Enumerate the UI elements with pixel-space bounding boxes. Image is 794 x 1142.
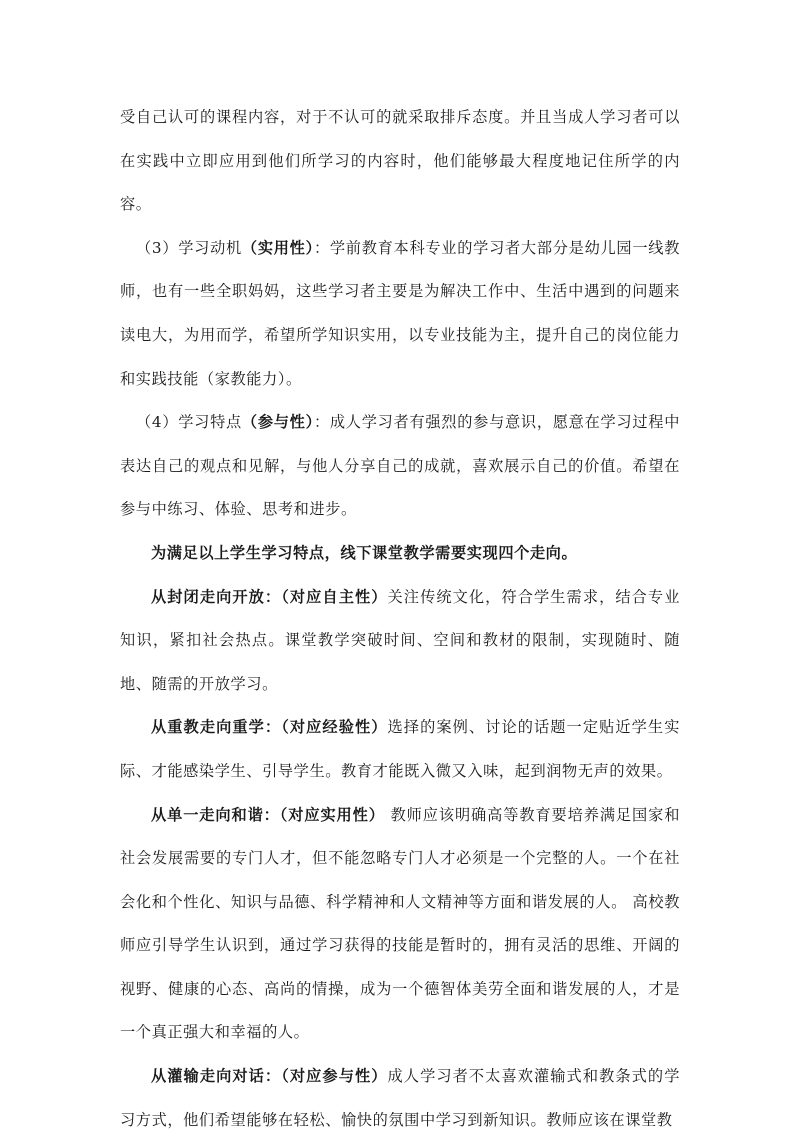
paragraph-prefix: （3）学习动机 — [136, 238, 242, 257]
paragraph-text: 选择的案例、讨论的话题一定贴近学生实际、才能感染学生、引导学生。教育才能既入微又入味，起到润物无声的效果。 — [120, 718, 680, 780]
paragraph-lead: 从重教走向重学：（对应经验性） — [151, 718, 388, 737]
paragraph-lead: 从封闭走向开放：（对应自主性） — [151, 587, 388, 606]
paragraph-text: 成人学习者不太喜欢灌输式和教条式的学习方式，他们希望能够在轻松、愉快的氛围中学习到新知识。教师应该在课堂教 — [120, 1067, 680, 1129]
paragraph-lead: 为满足以上学生学习特点，线下课堂教学需要实现四个走向。 — [151, 543, 578, 562]
paragraph-lead: 从单一走向和谐：（对应实用性） — [151, 805, 385, 824]
paragraph-open — [120, 576, 680, 707]
paragraph-learning-focus — [120, 706, 680, 793]
paragraph-learning-traits — [120, 401, 680, 532]
body-text — [120, 96, 680, 1142]
paragraph-text: 受自己认可的课程内容，对于不认可的就采取排斥态度。并且当成人学习者可以在实践中立即应用到他们所学习的内容时，他们能够最大程度地记住所学的内容。 — [120, 108, 680, 214]
paragraph-1 — [120, 96, 680, 227]
paragraph-lead: （参与性） — [241, 413, 314, 432]
paragraph-learning-motivation — [120, 227, 680, 401]
paragraph-lead: （实用性） — [241, 238, 314, 257]
paragraph-harmony — [120, 794, 680, 1056]
paragraph-dialogue — [120, 1055, 680, 1142]
paragraph-text: 教师应该明确高等教育要培养满足国家和社会发展需要的专门人才，但不能忽略专门人才必须是一个完整的人。一个在社会化和个性化、知识与品德、科学精神和人文精神等方面和谐发展的人。 高校教师应引导学生认识到，通过学习获得的技能是暂时的，拥有灵活的思维、开阔的视野、健康的心态、高尚的情操，成为一个德智体美劳全面和谐发展的人，才是一个真正强大和幸福的人。 — [120, 805, 680, 1042]
paragraph-text: ：成人学习者有强烈的参与意识，愿意在学习过程中表达自己的观点和见解，与他人分享自己的成就，喜欢展示自己的价值。希望在参与中练习、体验、思考和进步。 — [120, 413, 680, 519]
paragraph-text: ：学前教育本科专业的学习者大部分是幼儿园一线教师，也有一些全职妈妈，这些学习者主要是为解决工作中、生活中遇到的问题来读电大，为用而学，希望所学知识实用，以专业技能为主，提升自己的岗位能力和实践技能（家教能力）。 — [120, 238, 680, 388]
paragraph-lead: 从灌输走向对话：（对应参与性） — [151, 1067, 388, 1086]
paragraph-text: 关注传统文化，符合学生需求，结合专业知识，紧扣社会热点。课堂教学突破时间、空间和教材的限制，实现随时、随地、随需的开放学习。 — [120, 587, 680, 693]
paragraph-four-directions — [120, 532, 680, 576]
paragraph-prefix: （4）学习特点 — [136, 413, 242, 432]
